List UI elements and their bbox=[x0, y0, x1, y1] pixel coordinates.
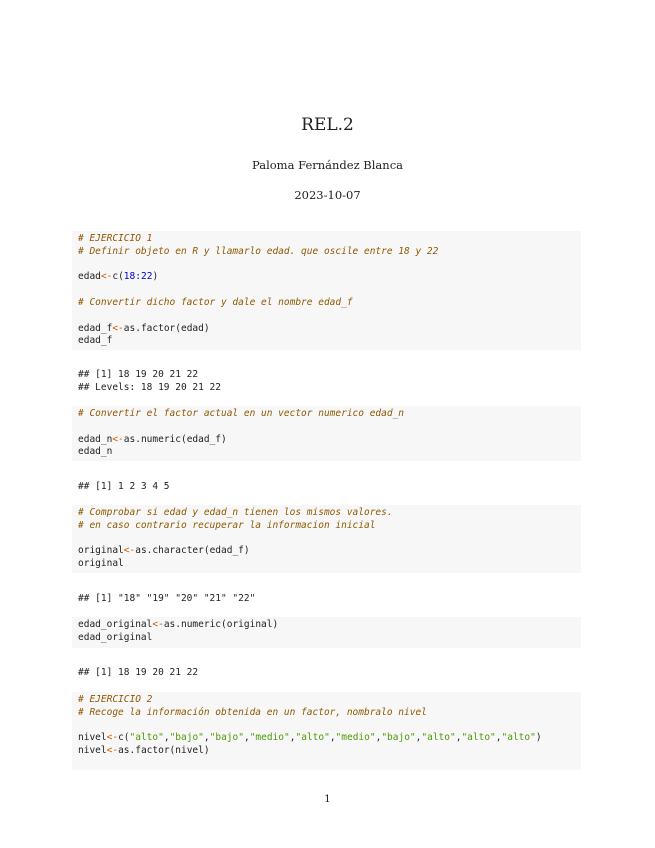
code-operator: <- bbox=[152, 619, 164, 630]
code-comment: # Comprobar si edad y edad_n tienen los mismos valores. bbox=[78, 507, 393, 518]
code-string: "alto" bbox=[461, 732, 496, 744]
code-comment: # Definir objeto en R y llamarlo edad. que oscile entre 18 y 22 bbox=[78, 245, 439, 257]
document-date: 2023-10-07 bbox=[294, 188, 361, 202]
code-token: edad bbox=[78, 271, 101, 283]
code-comma: , bbox=[243, 732, 250, 744]
code-token: edad_f bbox=[78, 322, 113, 334]
code-comment: # EJERCICIO 1 bbox=[78, 233, 153, 244]
code-line bbox=[78, 323, 575, 336]
code-string: "bajo" bbox=[381, 732, 416, 744]
output-block-3 bbox=[72, 593, 581, 606]
output-line: ## [1] 1 2 3 4 5 bbox=[78, 481, 170, 492]
code-operator: <- bbox=[123, 545, 136, 557]
code-block-3 bbox=[72, 505, 581, 573]
code-line bbox=[78, 271, 575, 284]
output-line: ## [1] 18 19 20 21 22 bbox=[78, 667, 199, 678]
code-operator: <- bbox=[100, 271, 113, 283]
code-block-4 bbox=[72, 617, 581, 648]
code-blank-line bbox=[78, 720, 575, 733]
code-string: "medio" bbox=[335, 732, 376, 744]
code-comma: , bbox=[455, 732, 462, 744]
code-operator: <- bbox=[112, 433, 124, 445]
code-blank-line bbox=[78, 284, 575, 297]
output-line: ## [1] "18" "19" "20" "21" "22" bbox=[78, 593, 256, 604]
code-token: c( bbox=[118, 732, 130, 744]
code-string: "alto" bbox=[501, 732, 536, 744]
code-line: original bbox=[78, 558, 124, 570]
code-block-1 bbox=[72, 231, 581, 350]
code-string: "bajo" bbox=[169, 732, 204, 744]
code-line bbox=[78, 434, 575, 447]
code-token: c( bbox=[112, 271, 124, 283]
code-token: nivel bbox=[78, 745, 107, 757]
code-token: as.numeric(original) bbox=[163, 619, 279, 630]
output-line: ## [1] 18 19 20 21 22 bbox=[78, 369, 199, 380]
output-line: ## Levels: 18 19 20 21 22 bbox=[78, 381, 221, 393]
code-operator: <- bbox=[112, 322, 124, 334]
code-line: edad_n bbox=[78, 446, 113, 458]
code-string: "alto" bbox=[129, 732, 164, 744]
code-line bbox=[78, 619, 575, 632]
code-token: original bbox=[78, 545, 124, 557]
code-token: as.numeric(edad_f) bbox=[123, 433, 227, 445]
page-number: 1 bbox=[324, 793, 331, 805]
code-block-2 bbox=[72, 406, 581, 461]
code-operator: <- bbox=[106, 745, 119, 757]
output-block-2 bbox=[72, 481, 581, 494]
code-token: edad_n bbox=[78, 433, 113, 445]
code-comma: , bbox=[375, 732, 382, 744]
code-token: nivel bbox=[78, 732, 107, 744]
code-block-5 bbox=[72, 692, 581, 770]
output-block-4 bbox=[72, 667, 581, 680]
code-comma: , bbox=[329, 732, 336, 744]
output-block-1 bbox=[72, 369, 581, 395]
code-operator: : bbox=[135, 271, 141, 283]
code-comma: , bbox=[495, 732, 502, 744]
code-comment: # en caso contrario recuperar la informacion inicial bbox=[78, 519, 376, 531]
code-comment: # EJERCICIO 2 bbox=[78, 694, 153, 705]
code-comma: , bbox=[203, 732, 210, 744]
code-token: ) bbox=[535, 732, 542, 744]
code-number: 22 bbox=[140, 271, 153, 283]
code-comment: # Convertir el factor actual en un vector numerico edad_n bbox=[78, 408, 405, 419]
code-blank-line bbox=[78, 421, 575, 434]
code-token: edad_original bbox=[78, 619, 153, 630]
code-comma: , bbox=[163, 732, 170, 744]
code-token: ) bbox=[152, 271, 159, 283]
code-token: as.character(edad_f) bbox=[135, 545, 250, 557]
code-operator: <- bbox=[106, 732, 119, 744]
code-token: as.factor(nivel) bbox=[118, 745, 210, 757]
code-line bbox=[78, 745, 575, 758]
code-comment: # Convertir dicho factor y dale el nombre edad_f bbox=[78, 296, 353, 308]
code-string: "bajo" bbox=[209, 732, 244, 744]
code-string: "alto" bbox=[295, 732, 330, 744]
code-string: "medio" bbox=[249, 732, 290, 744]
code-line: edad_f bbox=[78, 335, 113, 347]
code-line: edad_original bbox=[78, 631, 153, 643]
code-comment: # Recoge la información obtenida en un factor, nombralo nivel bbox=[78, 706, 427, 718]
code-token: as.factor(edad) bbox=[123, 322, 210, 334]
code-comma: , bbox=[289, 732, 296, 744]
document-author: Paloma Fernández Blanca bbox=[252, 158, 403, 172]
document-title: REL.2 bbox=[301, 115, 354, 135]
code-comma: , bbox=[415, 732, 422, 744]
code-blank-line bbox=[78, 259, 575, 272]
code-string: "alto" bbox=[421, 732, 456, 744]
code-number: 18 bbox=[123, 271, 136, 283]
code-line bbox=[78, 545, 575, 558]
code-line bbox=[78, 732, 575, 745]
code-blank-line bbox=[78, 533, 575, 546]
code-blank-line bbox=[78, 310, 575, 323]
